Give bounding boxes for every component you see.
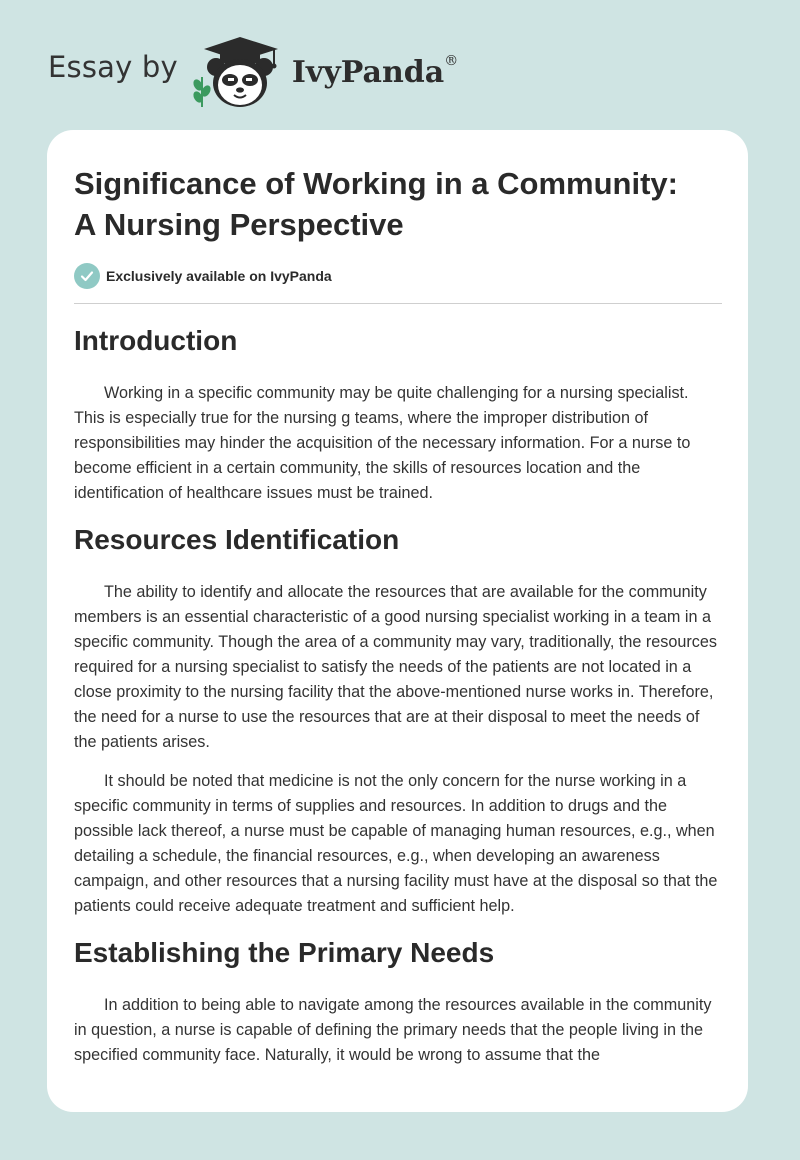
brand-name[interactable] (291, 52, 459, 90)
section-introduction (74, 323, 722, 506)
essay-by-label: Essay by (48, 50, 178, 84)
article-body (74, 323, 722, 1084)
brand-label: IvyPanda (291, 54, 445, 90)
site-header (48, 34, 508, 110)
article-card (47, 130, 748, 1112)
exclusive-badge (74, 263, 332, 289)
paragraph: Working in a specific community may be quite challenging for a nursing specialist. This is especially true for the nursing g teams, where the improper distribution of responsibilities may hinder the acquisition of the necessary information. For a nurse to become efficient in a certain community, the skills of resources location and the identification of healthcare issues must be trained. (74, 384, 691, 502)
panda-graduate-logo-icon[interactable] (190, 35, 288, 109)
paragraph: The ability to identify and allocate the resources that are available for the community members is an essential characteristic of a good nursing specialist working in a team in a specific community. Though the area of a community may vary, traditionally, the resources required for a nursing specialist to satisfy the needs of the patients are not located in a close proximity to the nursing facility that the above-mentioned nurse works in. Therefore, the need for a nurse to use the resources that are at their disposal to meet the needs of the patients arises. (74, 583, 717, 751)
page-title: Significance of Working in a Community: A Nursing Perspective (74, 166, 678, 242)
section-heading: Resources Identification (74, 524, 400, 555)
title-divider (74, 303, 722, 304)
paragraph: It should be noted that medicine is not the only concern for the nurse working in a specific community in terms of supplies and resources. In addition to drugs and the possible lack thereof, a nurse must be capable of managing human resources, e.g., when detailing a schedule, the financial resources, e.g., when developing an awareness campaign, and other resources that a nursing facility must have at the disposal so that the patients could receive adequate treatment and sufficient help. (74, 772, 718, 915)
section-heading: Introduction (74, 325, 238, 356)
section-resources-identification (74, 522, 722, 919)
section-heading: Establishing the Primary Needs (74, 937, 495, 968)
section-establishing-primary-needs (74, 935, 722, 1068)
paragraph: In addition to being able to navigate among the resources available in the community in question, a nurse is capable of defining the primary needs that the people living in the specified community face. Naturally, it would be wrong to assume that the (74, 996, 712, 1064)
exclusive-label: Exclusively available on IvyPanda (106, 268, 332, 284)
trademark-symbol: ® (444, 52, 459, 69)
check-icon (74, 263, 100, 289)
